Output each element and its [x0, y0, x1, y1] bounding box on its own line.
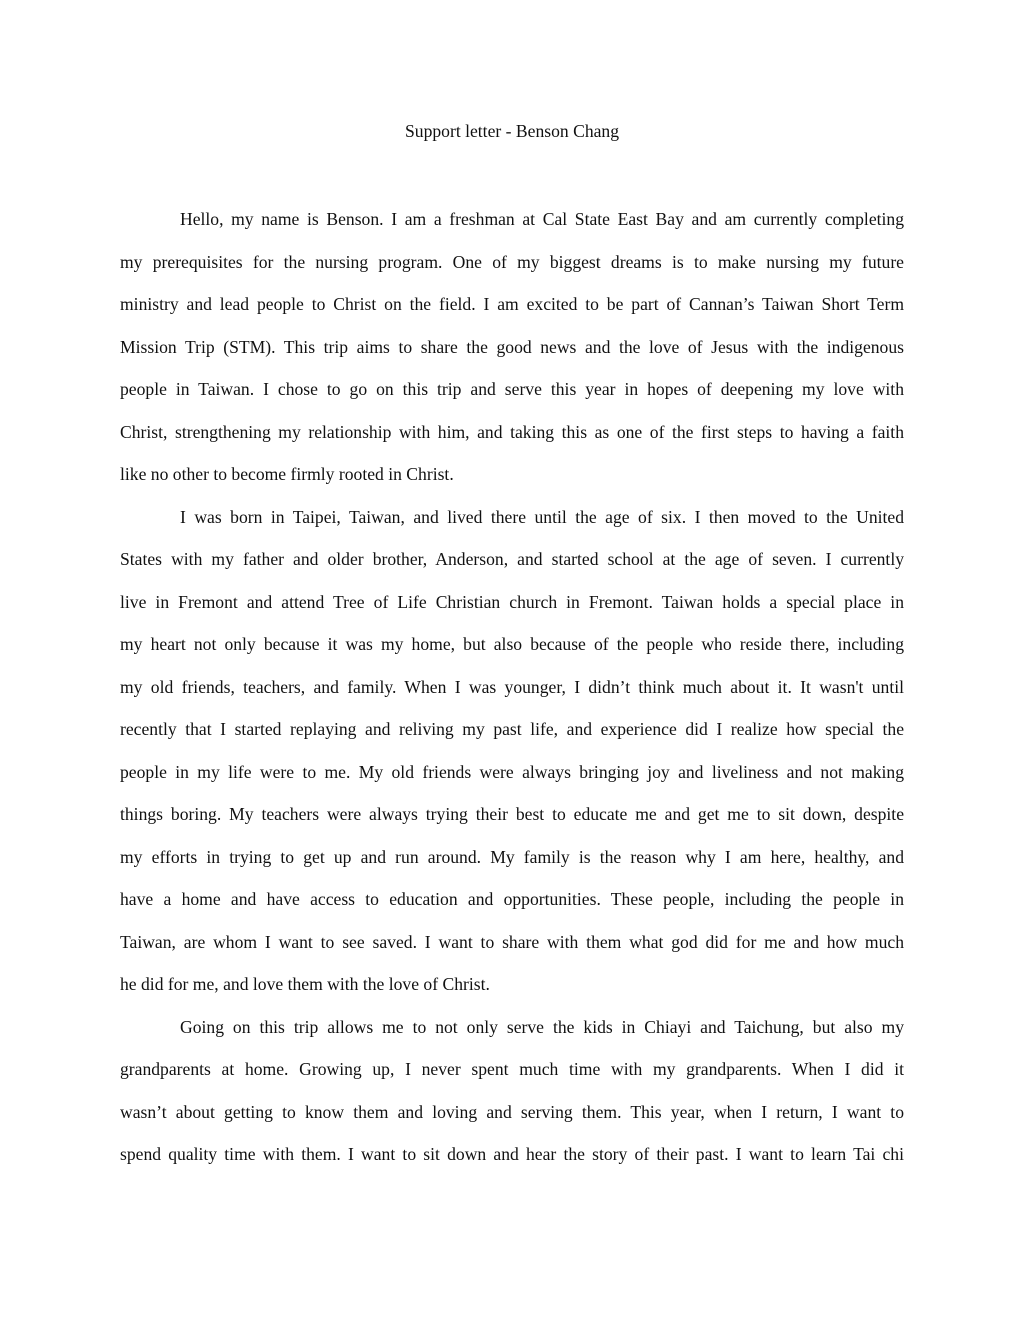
text-line: States with my father and older brother, Anderson, and started school at the age of seven. I currently — [120, 549, 904, 569]
paragraph-2 — [120, 496, 904, 1006]
text-line: have a home and have access to education and opportunities. These people, including the people in — [120, 889, 904, 909]
text-line: my heart not only because it was my home, but also because of the people who reside there, including — [120, 634, 904, 654]
letter-body — [120, 198, 904, 1176]
document-title: Support letter - Benson Chang — [404, 121, 620, 141]
paragraph-3 — [120, 1006, 904, 1176]
text-line: my old friends, teachers, and family. When I was younger, I didn’t think much about it. It wasn't until — [120, 676, 904, 697]
text-line: he did for me, and love them with the love of Christ. — [120, 974, 490, 994]
text-line: wasn’t about getting to know them and loving and serving them. This year, when I return, I want to — [120, 1101, 904, 1122]
text-line: Hello, my name is Benson. I am a freshman at Cal State East Bay and am currently completing — [180, 209, 904, 229]
paragraph-1 — [120, 198, 904, 496]
text-line: live in Fremont and attend Tree of Life Christian church in Fremont. Taiwan holds a special place in — [120, 591, 904, 612]
text-line: spend quality time with them. I want to sit down and hear the story of their past. I want to learn Tai chi — [120, 1144, 904, 1164]
text-line: Mission Trip (STM). This trip aims to share the good news and the love of Jesus with the indigenous — [120, 336, 904, 357]
text-line: things boring. My teachers were always trying their best to educate me and get me to sit down, despite — [120, 804, 904, 824]
text-line: Christ, strengthening my relationship with him, and taking this as one of the first steps to having a faith — [120, 421, 904, 442]
text-line: grandparents at home. Growing up, I never spent much time with my grandparents. When I did it — [120, 1059, 904, 1079]
text-line: my efforts in trying to get up and run around. My family is the reason why I am here, healthy, and — [120, 846, 904, 867]
text-line: people in Taiwan. I chose to go on this trip and serve this year in hopes of deepening my love with — [120, 379, 904, 399]
text-line: my prerequisites for the nursing program. One of my biggest dreams is to make nursing my future — [120, 251, 904, 272]
text-line: Taiwan, are whom I want to see saved. I want to share with them what god did for me and how much — [120, 931, 904, 952]
text-line: ministry and lead people to Christ on the field. I am excited to be part of Cannan’s Taiwan Short Term — [120, 294, 904, 314]
text-line: people in my life were to me. My old friends were always bringing joy and liveliness and not making — [120, 761, 904, 782]
text-line: like no other to become firmly rooted in Christ. — [120, 464, 454, 484]
text-line: recently that I started replaying and reliving my past life, and experience did I realize how special the — [120, 719, 904, 739]
text-line: Going on this trip allows me to not only serve the kids in Chiayi and Taichung, but also my — [180, 1016, 904, 1037]
text-line: I was born in Taipei, Taiwan, and lived there until the age of six. I then moved to the United — [180, 506, 904, 527]
